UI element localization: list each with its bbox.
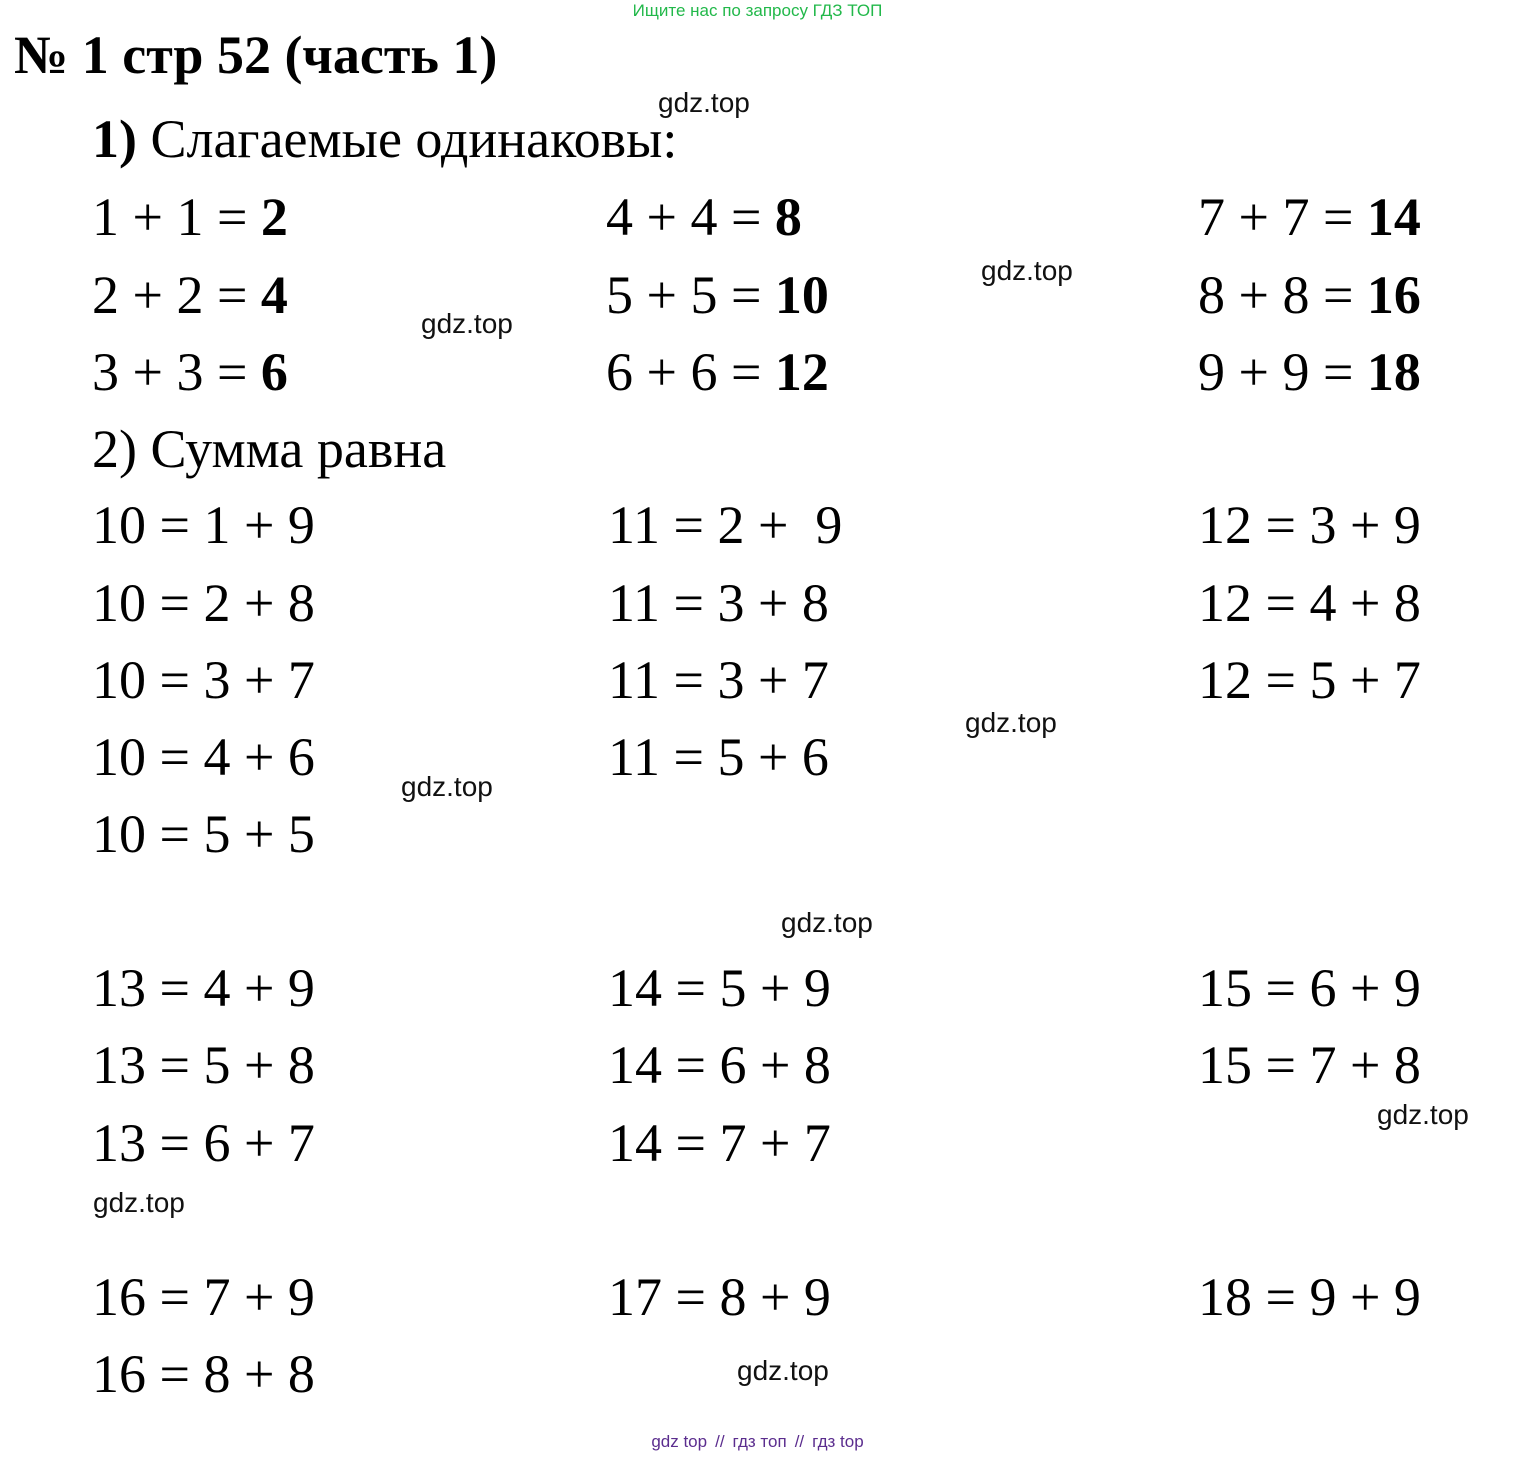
answer: 2	[260, 187, 288, 247]
equation: 12 = 5 + 7	[1198, 650, 1421, 710]
watermark: gdz.top	[1377, 1099, 1469, 1130]
top-banner: Ищите нас по запросу ГДЗ ТОП	[632, 1, 883, 20]
answer: 16	[1366, 265, 1421, 325]
equation: 14 = 5 + 9	[608, 958, 831, 1018]
watermark: gdz.top	[421, 308, 513, 339]
equation: 10 = 3 + 7	[92, 650, 315, 710]
footer-separator: //	[715, 1432, 725, 1451]
equation: 4 + 4 = 8	[606, 187, 802, 247]
equation: 17 = 8 + 9	[608, 1267, 831, 1327]
footer-item: гдз top	[812, 1432, 864, 1451]
equation: 10 = 2 + 8	[92, 573, 315, 633]
footer-separator: //	[794, 1432, 805, 1451]
equation: 11 = 3 + 7	[608, 650, 829, 710]
answer: 18	[1366, 342, 1421, 402]
part2-number: 2)	[92, 419, 137, 479]
equation: 12 = 4 + 8	[1198, 573, 1421, 633]
part1-heading	[92, 109, 678, 169]
equation: 10 = 4 + 6	[92, 727, 315, 787]
watermark: gdz.top	[737, 1355, 829, 1386]
equation: 10 = 1 + 9	[92, 495, 315, 555]
watermark: gdz.top	[93, 1187, 185, 1218]
equation: 16 = 8 + 8	[92, 1344, 315, 1404]
answer: 8	[774, 187, 802, 247]
page-title: № 1 стр 52 (часть 1)	[14, 25, 498, 85]
equation: 7 + 7 = 14	[1198, 187, 1421, 247]
equation: 3 + 3 = 6	[92, 342, 288, 402]
answer: 14	[1366, 187, 1421, 247]
part2-heading	[92, 419, 447, 479]
part2-heading-text: Сумма равна	[150, 419, 447, 479]
part1-number: 1)	[92, 109, 137, 169]
equation: 13 = 4 + 9	[92, 958, 315, 1018]
equation: 5 + 5 = 10	[606, 265, 829, 325]
equation: 15 = 7 + 8	[1198, 1035, 1421, 1095]
equation: 9 + 9 = 18	[1198, 342, 1421, 402]
equation: 15 = 6 + 9	[1198, 958, 1421, 1018]
answer: 4	[260, 265, 288, 325]
watermark: gdz.top	[658, 87, 750, 118]
equation: 14 = 7 + 7	[608, 1113, 831, 1173]
equation: 2 + 2 = 4	[92, 265, 288, 325]
watermark: gdz.top	[981, 255, 1073, 286]
equation: 6 + 6 = 12	[606, 342, 829, 402]
equation: 11 = 2 + 9	[608, 495, 843, 555]
watermark: gdz.top	[401, 771, 493, 802]
equation: 13 = 5 + 8	[92, 1035, 315, 1095]
answer: 6	[260, 342, 288, 402]
answer: 10	[774, 265, 829, 325]
equation: 14 = 6 + 8	[608, 1035, 831, 1095]
equation: 8 + 8 = 16	[1198, 265, 1421, 325]
equation: 11 = 3 + 8	[608, 573, 829, 633]
equation: 1 + 1 = 2	[92, 187, 288, 247]
equation: 13 = 6 + 7	[92, 1113, 315, 1173]
footer-item: gdz top	[651, 1432, 708, 1451]
footer-item: гдз топ	[732, 1432, 787, 1451]
watermark: gdz.top	[781, 907, 873, 938]
equation: 10 = 5 + 5	[92, 804, 315, 864]
equation: 16 = 7 + 9	[92, 1267, 315, 1327]
equation: 18 = 9 + 9	[1198, 1267, 1421, 1327]
footer	[0, 1432, 1515, 1452]
watermark: gdz.top	[965, 707, 1057, 738]
part1-heading-text: Слагаемые одинаковы:	[150, 109, 678, 169]
equation: 11 = 5 + 6	[608, 727, 829, 787]
answer: 12	[774, 342, 829, 402]
equation: 12 = 3 + 9	[1198, 495, 1421, 555]
